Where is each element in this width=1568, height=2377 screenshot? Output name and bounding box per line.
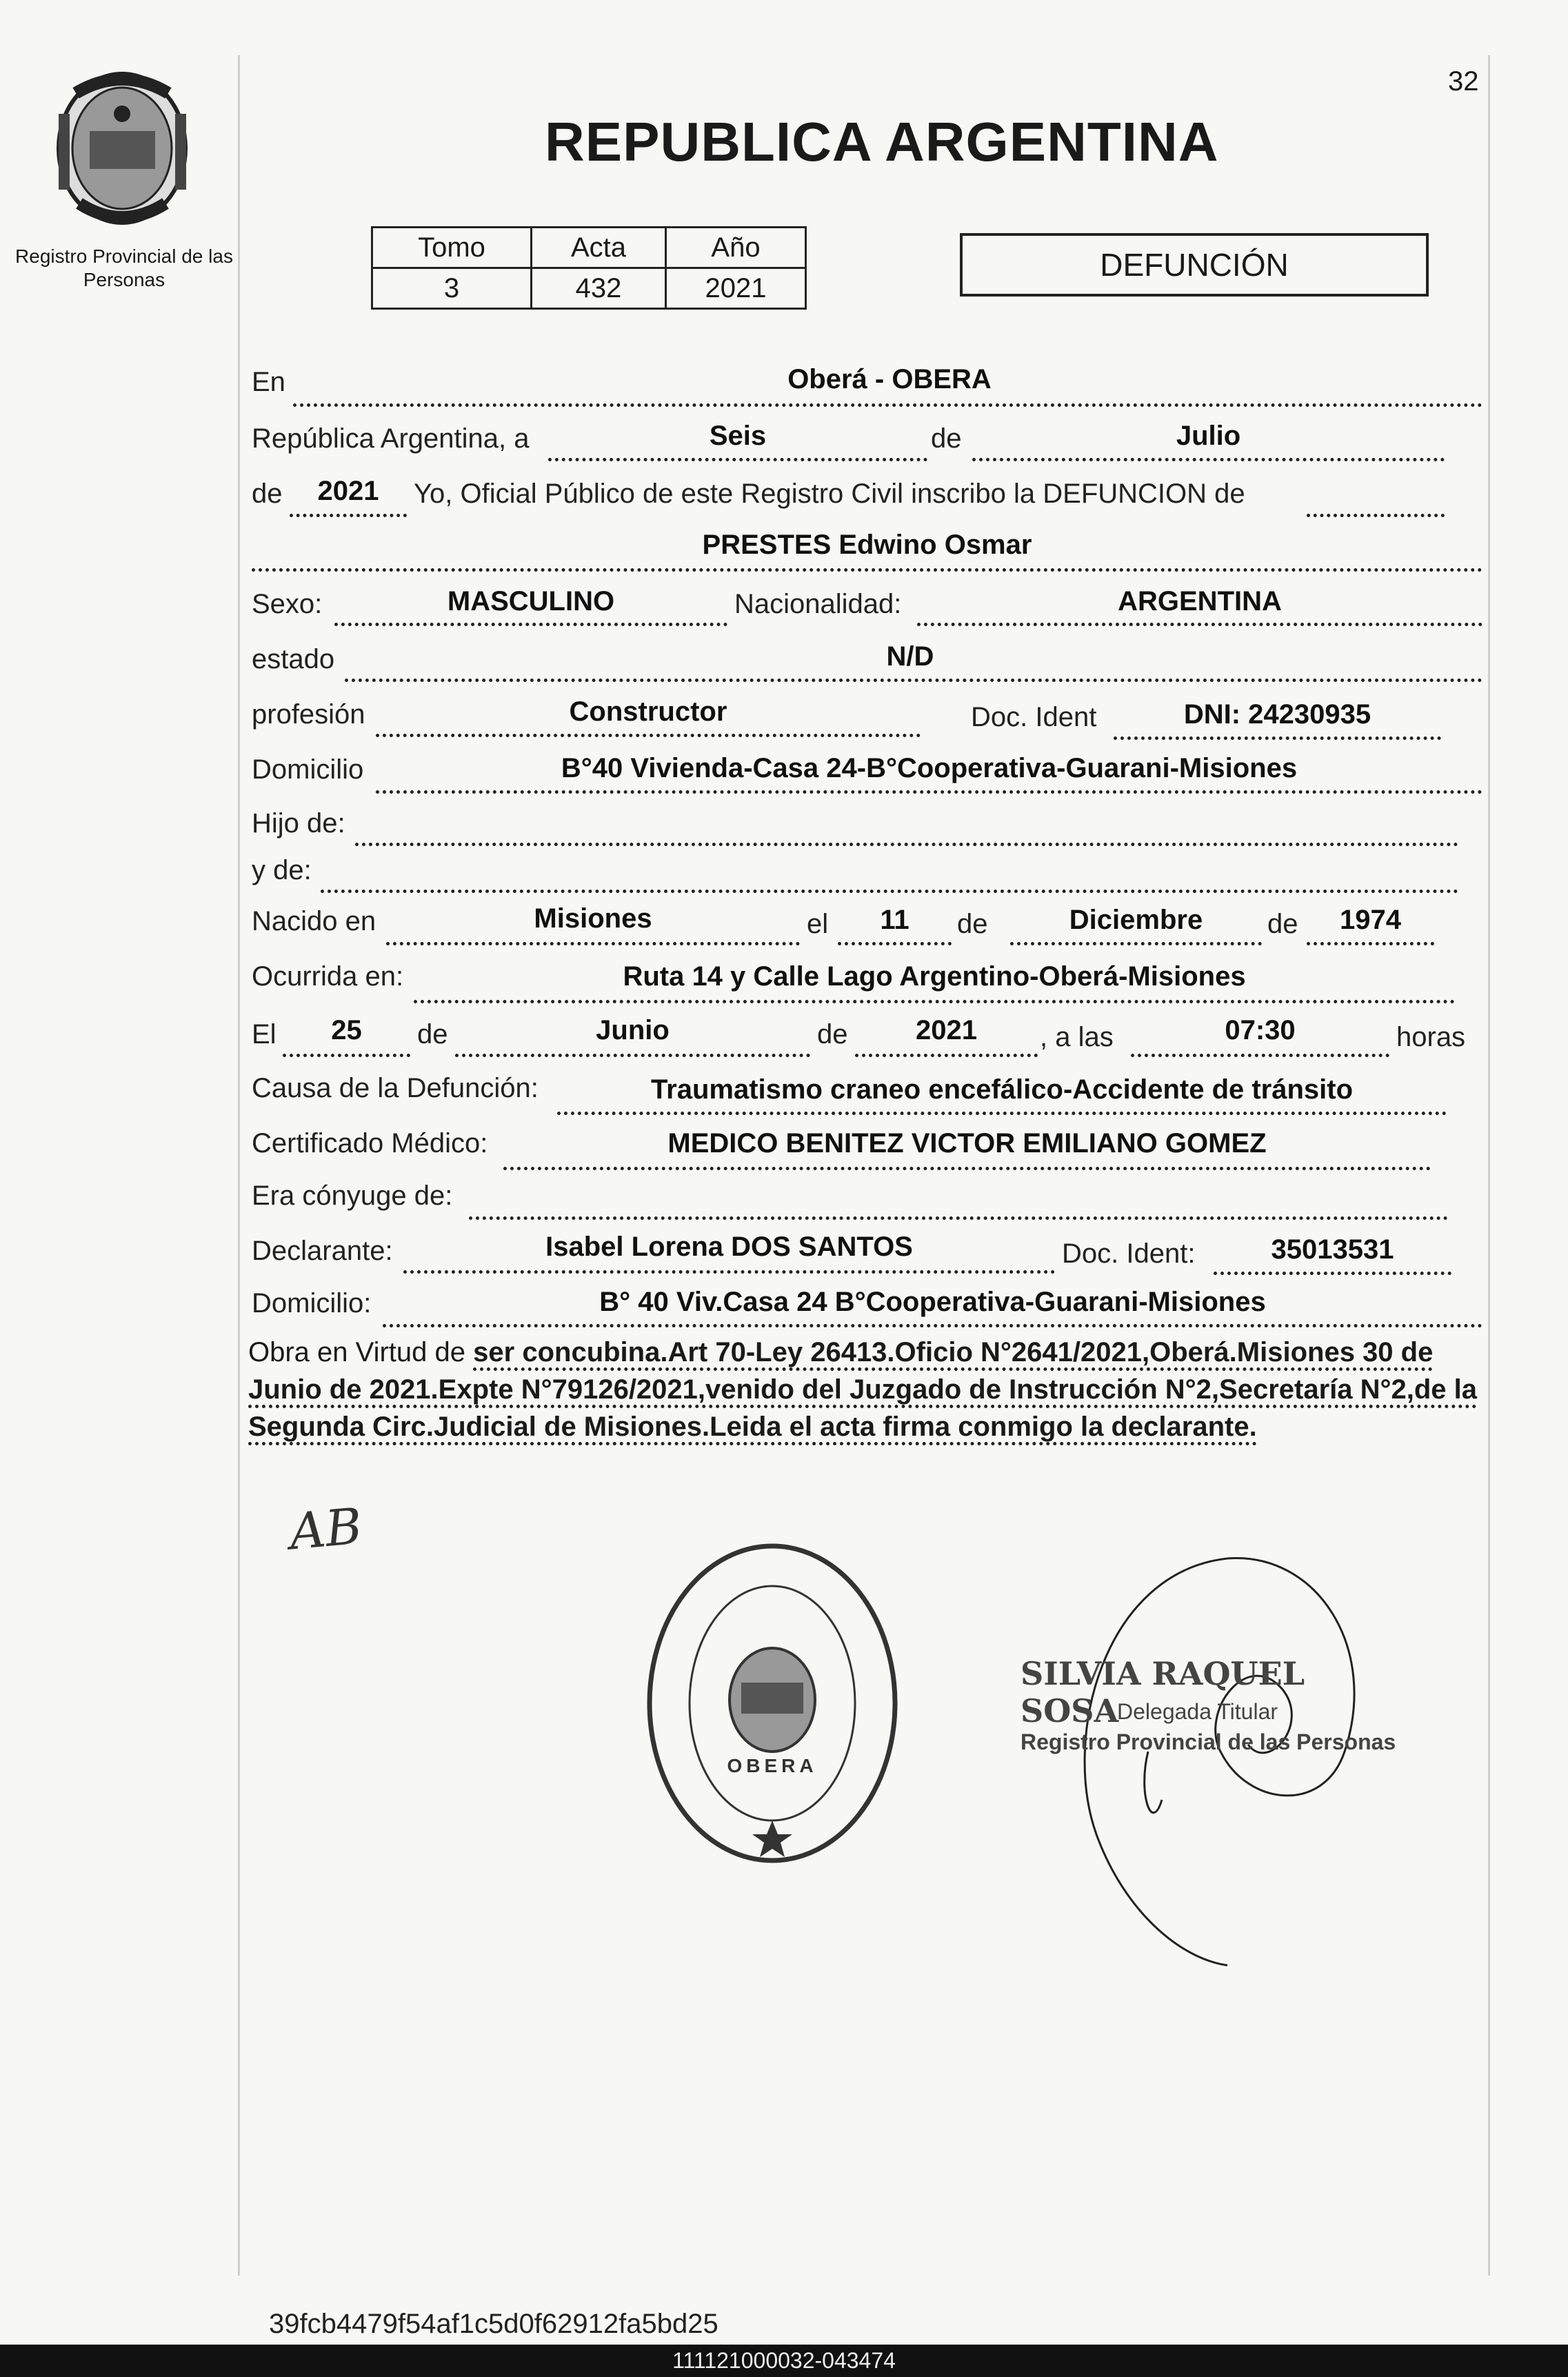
dotted-line [376,790,1482,794]
en-label: En [252,367,285,397]
death-year: 2021 [916,1015,977,1045]
dotted-line [283,1054,410,1057]
de6-label: de [817,1019,848,1050]
footer-code: 111121000032-043474 [0,2345,1568,2377]
register-table-header [372,228,806,268]
alas-label: , a las [1040,1022,1114,1052]
register-table-values [372,268,806,309]
causa-label: Causa de la Defunción: [252,1073,539,1103]
stamp-city: OBERA [727,1755,818,1776]
dotted-line [334,623,727,626]
dotted-line [386,942,800,945]
de5-label: de [417,1019,448,1050]
domicilio-label: Domicilio [252,754,364,785]
sexo-label: Sexo: [252,589,323,619]
value-tomo: 3 [372,268,532,309]
de3-label: de [957,909,988,939]
dotted-line [355,843,1458,846]
dotted-line [1307,514,1445,517]
dotted-line [469,1216,1448,1220]
certificado-value: MEDICO BENITEZ VICTOR EMILIANO GOMEZ [667,1128,1267,1159]
ocurrida-label: Ocurrida en: [252,961,404,992]
doc-value: DNI: 24230935 [1183,699,1371,730]
birth-month: Diciembre [1069,905,1203,935]
birth-place: Misiones [534,903,652,934]
signer-role: Delegada Titular [1117,1699,1278,1724]
dotted-line [293,403,1482,407]
signer-name: SILVIA RAQUEL SOSA [1021,1655,1305,1729]
domicilio2-value: B° 40 Viv.Casa 24 B°Cooperativa-Guarani-Misiones [599,1287,1266,1317]
register-table [371,226,807,310]
dotted-line [855,1054,1038,1057]
republica-label: República Argentina, a [252,423,530,454]
dotted-line [455,1054,810,1057]
dotted-line [503,1167,1431,1170]
dotted-line [321,890,1458,893]
obra-value: ser concubina.Art 70-Ley 26413.Oficio N°2641/2021,Oberá.Misiones 30 de Junio de 2021.Expte N°79126/2021,venido del Juzgado de Instrucción N°2,Secretaría N°2,de la Segunda Circ.Judicial de Misiones.Leida el acta firma conmigo la declarante. [248,1337,1477,1445]
dotted-line [972,458,1445,461]
death-day: 25 [331,1015,362,1045]
document-type-box: DEFUNCIÓN [960,233,1429,297]
el2-label: El [252,1019,277,1050]
ocurrida-value: Ruta 14 y Calle Lago Argentino-Oberá-Misiones [623,961,1246,992]
header-tomo: Tomo [372,228,532,268]
nacionalidad-label: Nacionalidad: [734,589,902,619]
place-value: Oberá - OBERA [787,364,992,394]
dotted-line [403,1270,1055,1274]
declarante-value: Isabel Lorena DOS SANTOS [545,1232,913,1262]
profesion-label: profesión [252,699,365,730]
official-stamp [645,1541,900,1865]
dotted-line [1214,1272,1451,1275]
signature-scribble [1021,1545,1407,1972]
birth-year: 1974 [1340,905,1401,935]
dotted-line [252,568,1482,572]
dotted-line [838,942,952,945]
hijo-label: Hijo de: [252,808,345,839]
dotted-line [414,1000,1455,1003]
birth-day: 11 [880,905,909,935]
deceased-name: PRESTES Edwino Osmar [702,530,1032,560]
dotted-line [557,1112,1447,1115]
de2-label: de [252,479,283,509]
dotted-line [383,1324,1482,1327]
dotted-line [548,458,927,461]
profesion-value: Constructor [569,696,727,727]
handwritten-initials: AB [287,1496,365,1561]
yo-label: Yo, Oficial Público de este Registro Civil inscribo la DEFUNCION de [414,479,1245,509]
value-acta: 432 [532,268,666,309]
value-ano: 2021 [666,268,806,309]
header-ano: Año [666,228,806,268]
dotted-line [1307,942,1434,945]
dotted-line [376,734,921,737]
nacionalidad-value: ARGENTINA [1118,586,1282,616]
header-acta: Acta [532,228,666,268]
doc-label: Doc. Ident [971,702,1097,732]
declarante-label: Declarante: [252,1236,393,1266]
day-value: Seis [709,421,767,451]
margin-line-right [1488,55,1490,2276]
page-title: REPUBLICA ARGENTINA [545,111,1219,172]
margin-line-left [238,55,240,2276]
conyuge-label: Era cónyuge de: [252,1181,453,1211]
estado-value: N/D [886,641,934,672]
el-label: el [807,909,829,939]
dotted-line [1114,736,1441,740]
nacido-label: Nacido en [252,906,376,936]
causa-value: Traumatismo craneo encefálico-Accidente de tránsito [650,1074,1354,1105]
document-hash: 39fcb4479f54af1c5d0f62912fa5bd25 [269,2309,718,2339]
certificado-label: Certificado Médico: [252,1128,488,1159]
obra-label: Obra en Virtud de [248,1337,466,1367]
horas-label: horas [1396,1022,1466,1052]
dotted-line [1010,942,1262,945]
death-time: 07:30 [1225,1015,1296,1045]
estado-label: estado [252,644,335,674]
de-label: de [931,423,962,454]
signer-office: Registro Provincial de las Personas [1021,1729,1396,1754]
page-number: 32 [1448,66,1479,97]
registry-caption: Registro Provincial de las Personas [15,245,233,290]
dotted-line [290,514,407,517]
sexo-value: MASCULINO [447,586,615,616]
dotted-line [345,679,1482,682]
month-value: Julio [1176,421,1241,451]
dotted-line [917,623,1482,626]
de4-label: de [1267,909,1298,939]
dotted-line [1131,1054,1389,1057]
death-month: Junio [596,1015,670,1045]
obra-paragraph [248,1334,1482,1445]
domicilio-value: B°40 Vivienda-Casa 24-B°Cooperativa-Guarani-Misiones [561,753,1298,783]
yde-label: y de: [252,855,312,885]
domicilio2-label: Domicilio: [252,1288,372,1318]
province-logo [48,66,197,228]
doc2-value: 35013531 [1271,1234,1394,1265]
year-value: 2021 [317,476,379,506]
doc2-label: Doc. Ident: [1062,1238,1196,1269]
